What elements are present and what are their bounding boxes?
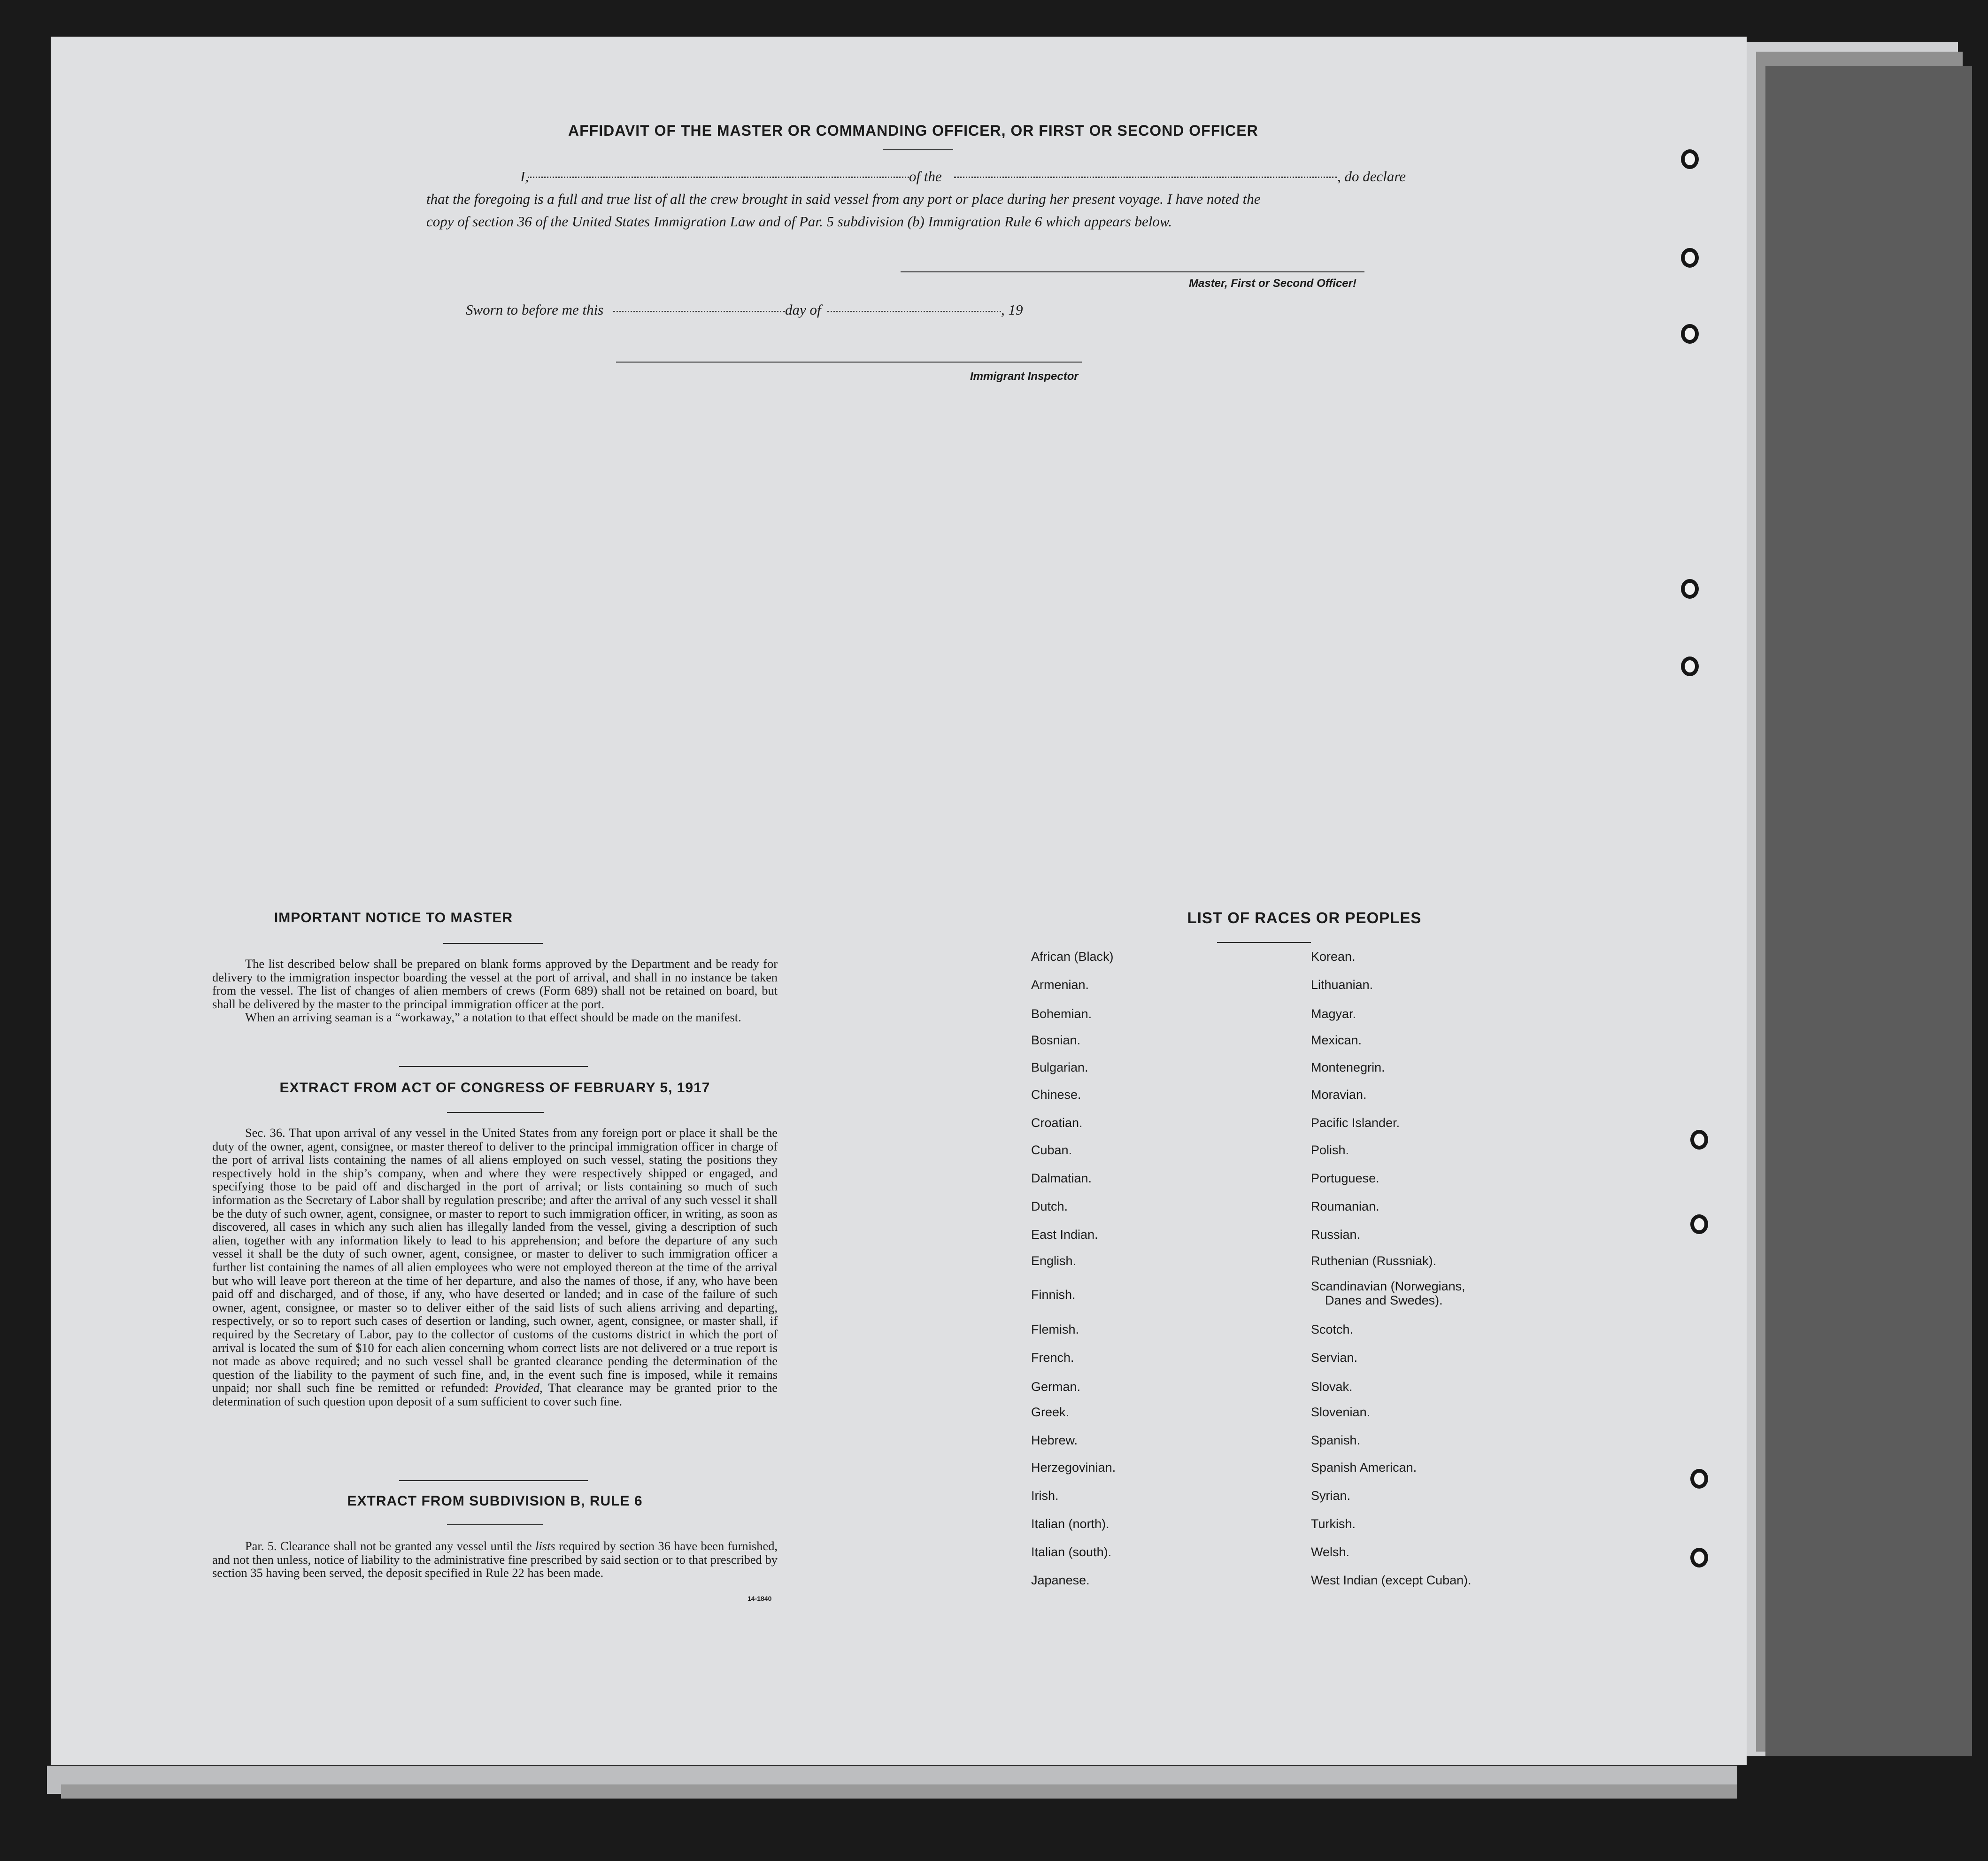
race-item: African (Black) bbox=[1031, 950, 1114, 964]
notice-paragraph-1: The list described below shall be prepared on blank forms approved by the Department and be ready for delivery to the immigration inspector boarding the vessel at the port of arrival, and shall in no instance be taken from the vessel. The list of changes of alien members of crews (Form 689) shall not be retained on board, but shall be delivered by the master to the principal immigration officer at the port. bbox=[212, 957, 778, 1011]
rule6-lists: lists bbox=[535, 1539, 555, 1553]
race-item: East Indian. bbox=[1031, 1228, 1098, 1242]
divider bbox=[447, 1112, 544, 1113]
divider bbox=[399, 1066, 588, 1067]
punch-hole bbox=[1690, 1214, 1708, 1234]
race-item: West Indian (except Cuban). bbox=[1311, 1573, 1472, 1587]
sworn-day-of-label: day of bbox=[785, 301, 821, 318]
punch-hole bbox=[1681, 149, 1699, 169]
punch-hole bbox=[1690, 1548, 1708, 1568]
race-item: Lithuanian. bbox=[1311, 978, 1373, 992]
rule6-body bbox=[212, 1539, 778, 1580]
affidavit-declare-label: , do declare bbox=[1337, 168, 1406, 185]
sworn-year-label: , 19 bbox=[1001, 301, 1023, 318]
race-item: Irish. bbox=[1031, 1489, 1059, 1503]
race-item: English. bbox=[1031, 1254, 1077, 1268]
notice-paragraph-2: When an arriving seaman is a “workaway,” a notation to that effect should be made on the manifest. bbox=[245, 1010, 741, 1025]
divider bbox=[399, 1480, 588, 1481]
punch-hole bbox=[1681, 324, 1699, 344]
rule6-title: EXTRACT FROM SUBDIVISION B, RULE 6 bbox=[347, 1493, 643, 1509]
race-item: Croatian. bbox=[1031, 1116, 1083, 1130]
affidavit-line-3: copy of section 36 of the United States Immigration Law and of Par. 5 subdivision (b) Immigration Rule 6 which appears below. bbox=[426, 213, 1172, 230]
race-item: Slovak. bbox=[1311, 1380, 1353, 1394]
race-item: Japanese. bbox=[1031, 1573, 1090, 1587]
race-item: Scandinavian (Norwegians, bbox=[1311, 1279, 1465, 1293]
document-sheet bbox=[51, 37, 1747, 1765]
page-stack-edge bbox=[1765, 66, 1972, 1756]
sworn-month-blank bbox=[827, 311, 1001, 312]
race-item: Italian (south). bbox=[1031, 1545, 1112, 1559]
inspector-signature-line bbox=[616, 362, 1082, 363]
act-paragraph bbox=[212, 1126, 778, 1408]
race-item: Mexican. bbox=[1311, 1033, 1362, 1047]
notice-title: IMPORTANT NOTICE TO MASTER bbox=[274, 910, 513, 926]
affidavit-of-the-label: of the bbox=[909, 168, 942, 185]
punch-hole bbox=[1681, 248, 1699, 268]
race-item: French. bbox=[1031, 1351, 1074, 1365]
race-item: Welsh. bbox=[1311, 1545, 1350, 1559]
vessel-blank bbox=[954, 177, 1337, 178]
rule6-text-a: Par. 5. Clearance shall not be granted any vessel until the bbox=[245, 1539, 532, 1553]
race-item: Ruthenian (Russniak). bbox=[1311, 1254, 1437, 1268]
race-item: Italian (north). bbox=[1031, 1517, 1110, 1531]
act-title: EXTRACT FROM ACT OF CONGRESS OF FEBRUARY 5, 1917 bbox=[279, 1080, 710, 1096]
race-item: Spanish. bbox=[1311, 1433, 1361, 1447]
race-item: Syrian. bbox=[1311, 1489, 1351, 1503]
race-item: Magyar. bbox=[1311, 1007, 1356, 1021]
inspector-label: Immigrant Inspector bbox=[970, 370, 1079, 383]
race-item: Turkish. bbox=[1311, 1517, 1356, 1531]
affidavit-title: AFFIDAVIT OF THE MASTER OR COMMANDING OFFICER, OR FIRST OR SECOND OFFICER bbox=[568, 122, 1258, 139]
race-item: Scotch. bbox=[1311, 1322, 1354, 1336]
race-item: Montenegrin. bbox=[1311, 1060, 1385, 1074]
signature-label: Master, First or Second Officer! bbox=[1189, 277, 1356, 290]
race-item: Flemish. bbox=[1031, 1322, 1079, 1336]
race-item: Greek. bbox=[1031, 1405, 1070, 1419]
form-number: 14-1840 bbox=[747, 1595, 772, 1602]
sworn-day-blank bbox=[613, 311, 785, 312]
affidavit-i-label: I, bbox=[520, 168, 529, 185]
race-item: Finnish. bbox=[1031, 1288, 1076, 1302]
act-text-end: That clearance may be granted prior to the determination of such question upon deposit of a sum sufficient to cover such fine. bbox=[212, 1381, 778, 1408]
race-item: Dalmatian. bbox=[1031, 1171, 1092, 1185]
race-item: Roumanian. bbox=[1311, 1199, 1379, 1213]
race-item: Cuban. bbox=[1031, 1143, 1072, 1157]
notice-body bbox=[212, 957, 778, 1024]
race-item: Korean. bbox=[1311, 950, 1356, 964]
race-item: Danes and Swedes). bbox=[1325, 1293, 1443, 1307]
race-item: Slovenian. bbox=[1311, 1405, 1371, 1419]
sworn-label: Sworn to before me this bbox=[466, 301, 604, 318]
race-item: Dutch. bbox=[1031, 1199, 1068, 1213]
punch-hole bbox=[1690, 1469, 1708, 1489]
divider bbox=[883, 149, 953, 150]
divider bbox=[447, 1524, 543, 1525]
race-item: Polish. bbox=[1311, 1143, 1349, 1157]
name-blank bbox=[528, 177, 909, 178]
race-item: Servian. bbox=[1311, 1351, 1358, 1365]
race-item: Herzegovinian. bbox=[1031, 1460, 1116, 1475]
punch-hole bbox=[1681, 579, 1699, 599]
affidavit-line-2: that the foregoing is a full and true list of all the crew brought in said vessel from any port or place during her present voyage. I have noted the bbox=[426, 191, 1261, 207]
race-item: Spanish American. bbox=[1311, 1460, 1417, 1475]
race-item: Pacific Islander. bbox=[1311, 1116, 1400, 1130]
race-item: Armenian. bbox=[1031, 978, 1089, 992]
act-text: That upon arrival of any vessel in the United States from any foreign port or place it shall be the duty of the owner, agent, consignee, or master thereof to deliver to the principal immigration officer in charge of the port of arrival lists containing the names of all aliens employed on such vessel, stating the positions they respectively hold in the ship’s company, when and where they were respectively shipped or engaged, and specifying those to be paid off and discharged in the port of arrival; or lists containing so much of such information as the Secretary of Labor shall by regulation prescribe; and after the arrival of any such vessel it shall be the duty of such owner, agent, consignee, or master to report to such immigration officer, in writing, as soon as discovered, all cases in which any such alien has illegally landed from the vessel, giving a description of such alien, together with any information likely to lead to his apprehension; and before the departure of any such vessel it shall be the duty of such owner, agent, consignee, or master to deliver to such immigration officer a further list containing the names of all alien employees who were not employed thereon at the time of the arrival but who will leave port thereon at the time of her departure, and also the names of those, if any, who have been paid off and discharged, and of those, if any, who have deserted or landed; and in case of the failure of such owner, agent, consignee, or master so to deliver either of the said lists of such aliens arriving and departing, respectively, or so to report such cases of desertion or landing, such owner, agent, consignee, or master shall, if required by the Secretary of Labor, pay to the collector of customs of the customs district in which the port of arrival is located the sum of $10 for each alien concerning whom correct lists are not delivered or a true report is not made as above required; and no such vessel shall be granted clearance pending the determination of the question of the liability to the payment of such fine, and, in the event such fine is imposed, while it remains unpaid; nor shall such fine be remitted or refunded: bbox=[212, 1126, 778, 1395]
race-item: Russian. bbox=[1311, 1228, 1361, 1242]
race-item: Portuguese. bbox=[1311, 1171, 1379, 1185]
race-item: Bulgarian. bbox=[1031, 1060, 1088, 1074]
race-item: Bosnian. bbox=[1031, 1033, 1081, 1047]
section-label: Sec. 36. bbox=[245, 1126, 285, 1140]
race-item: German. bbox=[1031, 1380, 1081, 1394]
race-item: Chinese. bbox=[1031, 1088, 1081, 1102]
act-body bbox=[212, 1126, 778, 1408]
punch-hole bbox=[1690, 1130, 1708, 1150]
page-stack-edge bbox=[61, 1784, 1737, 1799]
divider bbox=[1217, 942, 1311, 943]
races-title: LIST OF RACES OR PEOPLES bbox=[1187, 909, 1422, 927]
rule6-paragraph bbox=[212, 1539, 778, 1580]
punch-hole bbox=[1681, 656, 1699, 676]
race-item: Hebrew. bbox=[1031, 1433, 1078, 1447]
act-provided: Provided, bbox=[494, 1381, 543, 1395]
race-item: Moravian. bbox=[1311, 1088, 1367, 1102]
signature-line bbox=[901, 271, 1364, 272]
rule6-text-b: required by section 36 have been furnished, and not then unless, notice of liability to the administrative fine prescribed by said section or to that prescribed by section 35 having been served, the deposit specified in Rule 22 has been made. bbox=[212, 1539, 778, 1580]
divider bbox=[443, 943, 543, 944]
race-item: Bohemian. bbox=[1031, 1007, 1092, 1021]
